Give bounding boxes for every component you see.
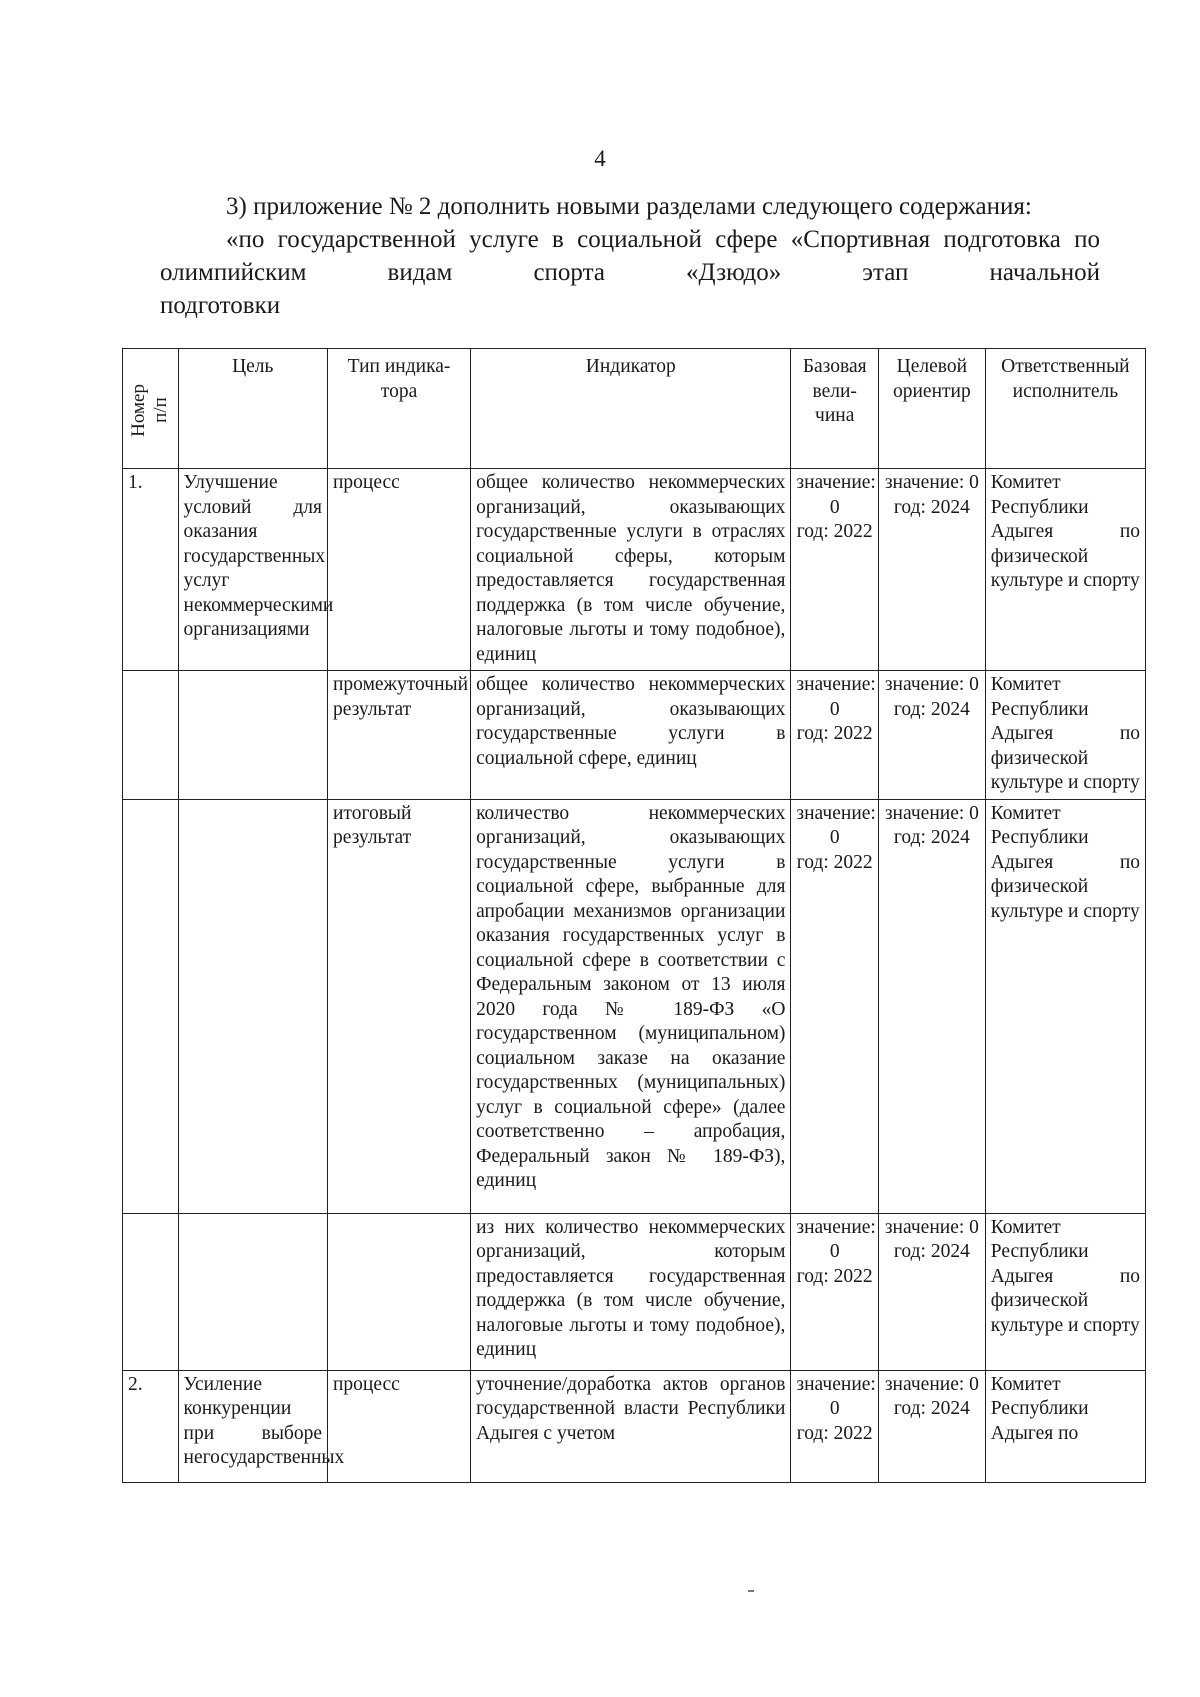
row-goal: Усиление конкуренции при выборе негосударственных [178, 1370, 327, 1482]
row-indicator: уточнение/доработка актов органов государственной власти Республики Адыгея с учетом [471, 1370, 791, 1482]
header-responsible: Ответственный исполнитель [985, 349, 1145, 469]
intro-text [160, 190, 1100, 322]
page-number: 4 [594, 146, 606, 171]
row-type: процесс [328, 469, 471, 671]
row-goal [178, 1213, 327, 1370]
row-num [123, 671, 179, 800]
row-target: значение: 0 год: 2024 [878, 671, 985, 800]
row-responsible: Комитет Республики Адыгея по физической культуре и спорту [985, 671, 1145, 800]
row-base: значение: 0 год: 2022 [791, 1213, 879, 1370]
row-target: значение: 0 год: 2024 [878, 469, 985, 671]
intro-paragraph-1: 3) приложение № 2 дополнить новыми разделами следующего содержания: [226, 193, 1032, 220]
row-target: значение: 0 год: 2024 [878, 1213, 985, 1370]
row-goal [178, 799, 327, 1213]
table-row [123, 469, 1146, 671]
row-target: значение: 0 год: 2024 [878, 799, 985, 1213]
row-goal [178, 671, 327, 800]
row-responsible: Комитет Республики Адыгея по физической культуре и спорту [985, 799, 1145, 1213]
scan-speck [748, 1590, 754, 1592]
table-row [123, 1213, 1146, 1370]
header-base: Базовая вели- чина [791, 349, 879, 469]
table-header-row [123, 349, 1146, 469]
row-num: 1. [123, 469, 179, 671]
intro-paragraph-2: «по государственной услуге в социальной сфере «Спортивная подготовка по олимпийским видам спорта «Дзюдо» этап начальной [160, 226, 1100, 286]
row-type: итоговый результат [328, 799, 471, 1213]
table-row [123, 799, 1146, 1213]
intro-paragraph-2-end: подготовки [160, 292, 281, 319]
row-num [123, 1213, 179, 1370]
indicators-table [122, 348, 1146, 1483]
row-indicator: из них количество некоммерческих организаций, которым предоставляется государственная поддержка (в том числе обучение, налоговые льготы и тому подобное), единиц [471, 1213, 791, 1370]
row-goal: Улучшение условий для оказания государственных услуг некоммерческими организациями [178, 469, 327, 671]
row-type: промежуточный результат [328, 671, 471, 800]
header-goal: Цель [178, 349, 327, 469]
row-target: значение: 0 год: 2024 [878, 1370, 985, 1482]
row-base: значение: 0 год: 2022 [791, 671, 879, 800]
row-type: процесс [328, 1370, 471, 1482]
row-indicator: количество некоммерческих организаций, оказывающих государственные услуги в социальной сфере, выбранные для апробации механизмов организации оказания государственных услуг в социальной сфере в соответствии с Федеральным законом от 13 июля 2020 года № 189-ФЗ «О государственном (муниципальном) социальном заказе на оказание государственных (муниципальных) услуг в социальной сфере» (далее соответственно – апробация, Федеральный закон № 189-ФЗ), единиц [471, 799, 791, 1213]
row-indicator: общее количество некоммерческих организаций, оказывающих государственные услуги в социальной сфере, единиц [471, 671, 791, 800]
header-type: Тип индика- тора [328, 349, 471, 469]
row-type [328, 1213, 471, 1370]
row-num [123, 799, 179, 1213]
row-responsible: Комитет Республики Адыгея по физической культуре и спорту [985, 1213, 1145, 1370]
table-row [123, 671, 1146, 800]
header-num: Номер п/п [123, 349, 179, 469]
row-base: значение: 0 год: 2022 [791, 469, 879, 671]
header-indicator: Индикатор [471, 349, 791, 469]
header-target: Целевой ориентир [878, 349, 985, 469]
row-num: 2. [123, 1370, 179, 1482]
row-responsible: Комитет Республики Адыгея по физической культуре и спорту [985, 469, 1145, 671]
row-base: значение: 0 год: 2022 [791, 799, 879, 1213]
row-responsible: Комитет Республики Адыгея по [985, 1370, 1145, 1482]
row-indicator: общее количество некоммерческих организаций, оказывающих государственные услуги в отраслях социальной сферы, которым предоставляется государственная поддержка (в том числе обучение, налоговые льготы и тому подобное), единиц [471, 469, 791, 671]
table-row [123, 1370, 1146, 1482]
row-base: значение: 0 год: 2022 [791, 1370, 879, 1482]
